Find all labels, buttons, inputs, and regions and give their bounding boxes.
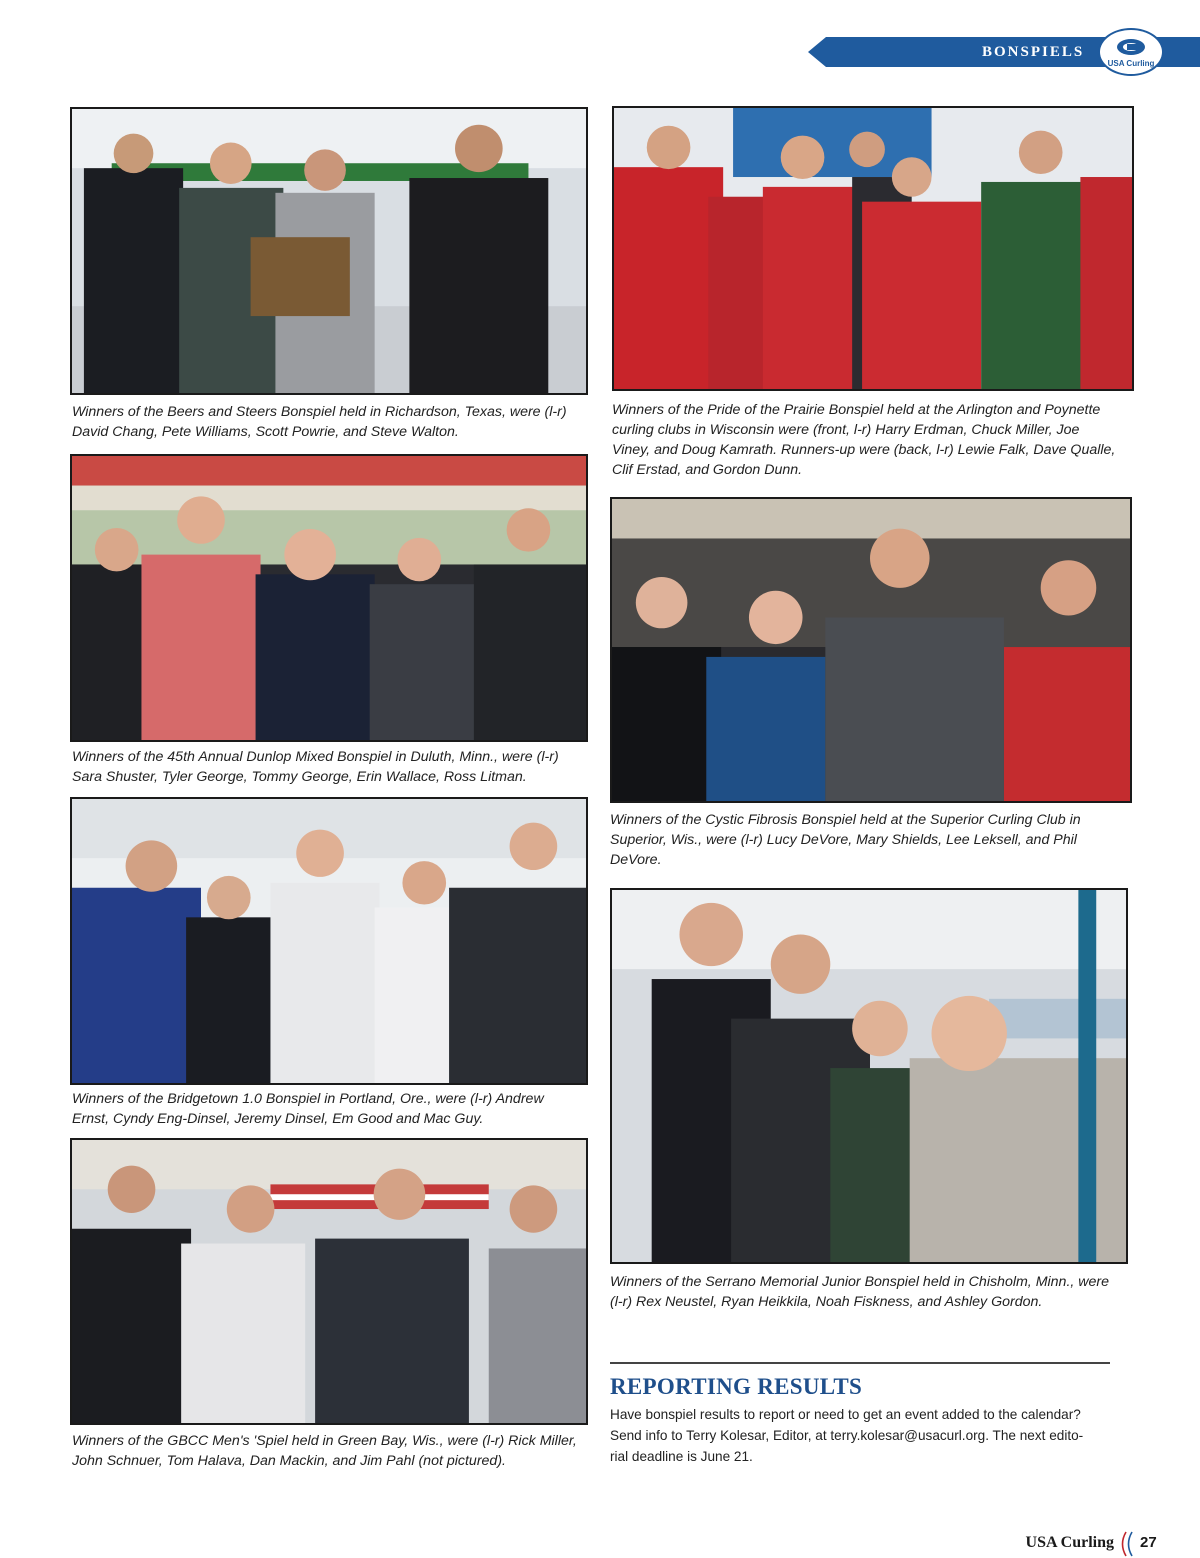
- footer-brackets-icon: [1118, 1530, 1138, 1558]
- caption-bridgetown: Winners of the Bridgetown 1.0 Bonspiel in Portland, Ore., were (l-r) Andrew Ernst, Cyndy Eng-Dinsel, Jeremy Dinsel, Em Good and Mac Guy.: [72, 1091, 544, 1127]
- caption-pride-of-the-prairie: Winners of the Pride of the Prairie Bonspiel held at the Arlington and Poynette curling clubs in Wisconsin were (front, l-r) Harry Erdman, Chuck Miller, Joe Viney, and Doug Kamrath. Runners-up were (back, l-r) Lewie Falk, Dave Qualle, Clif Erstad, and Gordon Dunn.: [612, 402, 1116, 478]
- photo-bridgetown: [70, 797, 588, 1085]
- photo-cystic-fibrosis: [610, 497, 1132, 803]
- caption-cystic-fibrosis: Winners of the Cystic Fibrosis Bonspiel held at the Superior Curling Club in Superior, Wis., were (l-r) Lucy DeVore, Mary Shields, Lee Leksell, and Phil DeVore.: [610, 812, 1081, 868]
- reporting-results-body: [610, 1404, 1110, 1467]
- footer-publication-name: USA Curling: [1025, 1534, 1114, 1551]
- section-divider: [610, 1362, 1110, 1364]
- photo-pride-of-the-prairie: [612, 106, 1134, 391]
- photo-gbcc-mens-spiel: [70, 1138, 588, 1425]
- caption-dunlop-mixed: Winners of the 45th Annual Dunlop Mixed Bonspiel in Duluth, Minn., were (l-r) Sara Shuster, Tyler George, Tommy George, Erin Wallace, Ross Litman.: [72, 749, 559, 785]
- footer-page-number: 27: [1140, 1534, 1157, 1551]
- logo-text: USA Curling: [1107, 59, 1155, 68]
- section-label: BONSPIELS: [982, 44, 1085, 60]
- reporting-line-3: rial deadline is June 21.: [610, 1449, 753, 1464]
- caption-beers-and-steers: Winners of the Beers and Steers Bonspiel held in Richardson, Texas, were (l-r) David Chang, Pete Williams, Scott Powrie, and Steve Walton.: [72, 404, 567, 440]
- reporting-line-1: Have bonspiel results to report or need to get an event added to the calendar?: [610, 1407, 1081, 1422]
- usa-curling-logo: [1098, 28, 1164, 76]
- reporting-line-2: Send info to Terry Kolesar, Editor, at terry.kolesar@usacurl.org. The next edito-: [610, 1428, 1084, 1443]
- photo-beers-and-steers: [70, 107, 588, 395]
- reporting-results-heading: REPORTING RESULTS: [610, 1374, 863, 1399]
- photo-dunlop-mixed: [70, 454, 588, 742]
- photo-serrano-memorial: [610, 888, 1128, 1264]
- caption-serrano-memorial: Winners of the Serrano Memorial Junior Bonspiel held in Chisholm, Minn., were (l-r) Rex Neustel, Ryan Heikkila, Noah Fiskness, and Ashley Gordon.: [610, 1274, 1110, 1310]
- caption-gbcc-mens-spiel: Winners of the GBCC Men's 'Spiel held in Green Bay, Wis., were (l-r) Rick Miller, John Schnuer, Tom Halava, Dan Mackin, and Jim Pahl (not pictured).: [72, 1433, 577, 1469]
